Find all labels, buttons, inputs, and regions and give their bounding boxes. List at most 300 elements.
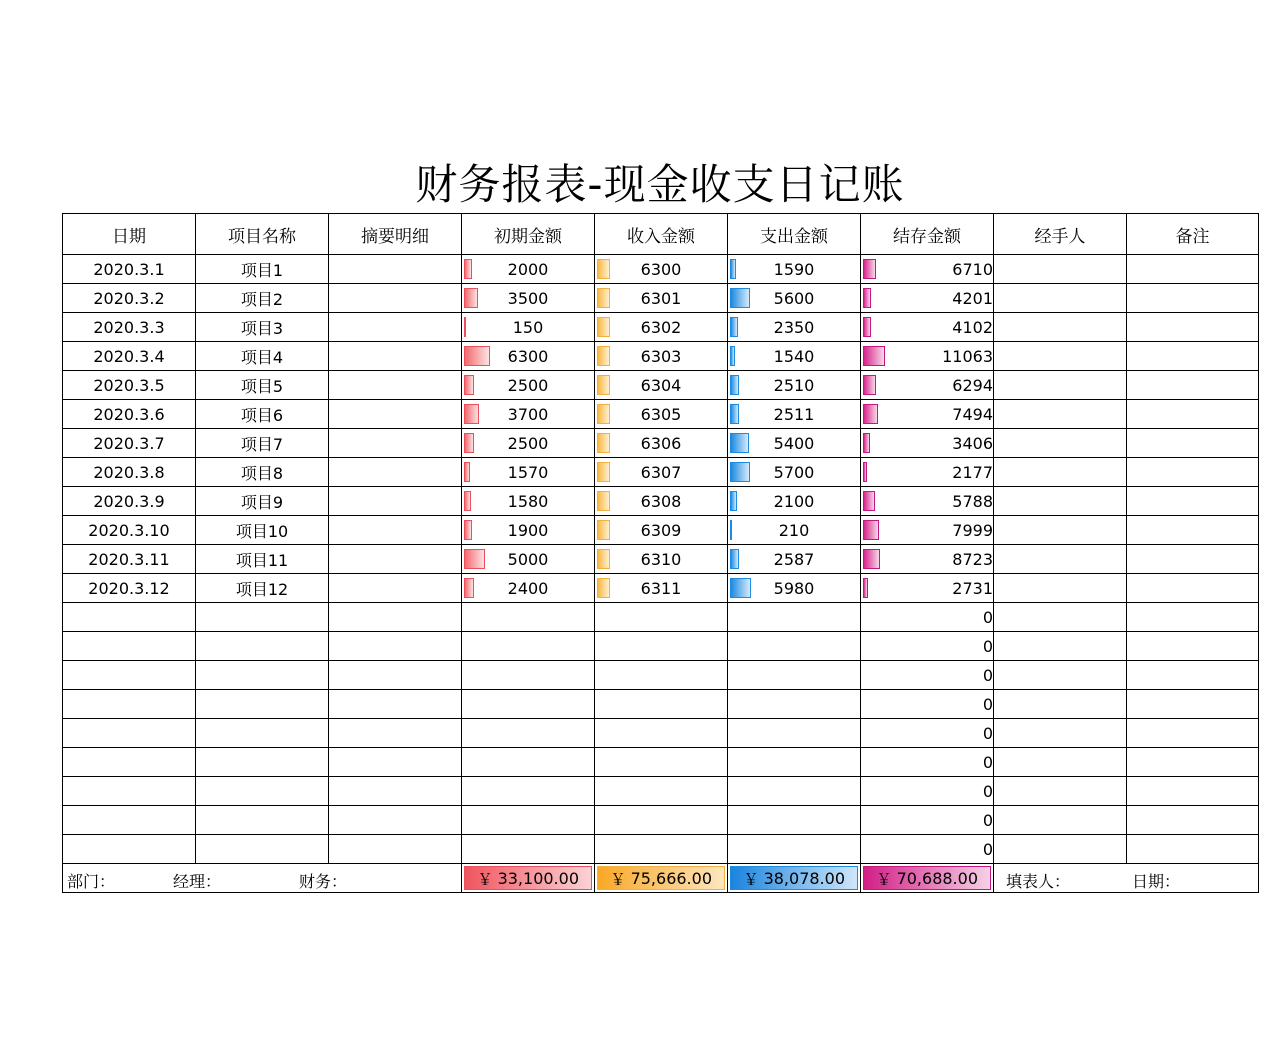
footer-filler [994, 864, 1259, 893]
empty-cell [994, 632, 1127, 661]
cell-income [595, 284, 728, 313]
empty-row [63, 661, 1259, 690]
balance-databar [863, 404, 878, 424]
empty-cell [728, 632, 861, 661]
cell-date: 2020.3.9 [63, 487, 196, 516]
cell-summary [329, 284, 462, 313]
balance-databar [863, 346, 885, 366]
empty-cell [196, 719, 329, 748]
total-income [597, 866, 725, 890]
cell-balance [861, 429, 994, 458]
empty-cell [595, 719, 728, 748]
cell-expense [728, 371, 861, 400]
cell-item-name: 项目12 [196, 574, 329, 603]
header-remarks: 备注 [1127, 214, 1259, 255]
cell-income [595, 255, 728, 284]
empty-cell [63, 748, 196, 777]
total-income-value: 75,666.00 [630, 868, 712, 888]
cell-income [595, 458, 728, 487]
empty-cell [1127, 777, 1259, 806]
header-expense: 支出金额 [728, 214, 861, 255]
empty-cell [63, 690, 196, 719]
cell-item-name: 项目10 [196, 516, 329, 545]
income-databar [597, 259, 610, 279]
empty-cell [595, 835, 728, 864]
empty-cell [1127, 690, 1259, 719]
expense-value: 5700 [773, 462, 815, 482]
cell-expense [728, 458, 861, 487]
income-value: 6300 [640, 259, 682, 279]
cell-item-name: 项目2 [196, 284, 329, 313]
empty-cell [63, 719, 196, 748]
empty-cell [196, 661, 329, 690]
empty-cell [462, 632, 595, 661]
empty-cell [728, 806, 861, 835]
cell-date: 2020.3.5 [63, 371, 196, 400]
cell-income [595, 400, 728, 429]
opening-value: 3700 [507, 404, 549, 424]
empty-cell [63, 603, 196, 632]
cell-expense [728, 574, 861, 603]
total-income-cell [595, 864, 728, 893]
footer-row [63, 864, 1259, 893]
cell-item-name: 项目5 [196, 371, 329, 400]
cell-balance [861, 255, 994, 284]
cell-summary [329, 487, 462, 516]
empty-cell [1127, 632, 1259, 661]
empty-cell [728, 748, 861, 777]
empty-cell [994, 835, 1127, 864]
cell-opening [462, 487, 595, 516]
income-databar [597, 520, 610, 540]
empty-cell [1127, 603, 1259, 632]
cell-income [595, 574, 728, 603]
cell-balance [861, 545, 994, 574]
expense-databar [730, 317, 738, 337]
header-balance: 结存金额 [861, 214, 994, 255]
cell-balance [861, 371, 994, 400]
table-row [63, 400, 1259, 429]
footer-signatures [63, 864, 462, 893]
opening-databar [464, 520, 472, 540]
empty-cell [1127, 806, 1259, 835]
expense-value: 5600 [773, 288, 815, 308]
cell-handler [994, 545, 1127, 574]
balance-databar [863, 288, 871, 308]
cell-balance [861, 516, 994, 545]
cell-balance [861, 487, 994, 516]
income-databar [597, 375, 610, 395]
cell-handler [994, 284, 1127, 313]
expense-value: 2511 [773, 404, 815, 424]
header-handler: 经手人 [994, 214, 1127, 255]
opening-value: 1570 [507, 462, 549, 482]
balance-value: 3406 [952, 433, 993, 453]
cell-date: 2020.3.8 [63, 458, 196, 487]
opening-value: 6300 [507, 346, 549, 366]
opening-databar [464, 462, 470, 482]
cell-income [595, 371, 728, 400]
cell-expense [728, 487, 861, 516]
cell-date: 2020.3.2 [63, 284, 196, 313]
cell-expense [728, 429, 861, 458]
empty-cell [728, 719, 861, 748]
cell-opening [462, 371, 595, 400]
empty-cell [196, 835, 329, 864]
empty-cell [1127, 748, 1259, 777]
empty-cell [196, 632, 329, 661]
expense-databar [730, 578, 751, 598]
balance-value: 6710 [952, 259, 993, 279]
cell-balance: 0 [861, 661, 994, 690]
opening-value: 2000 [507, 259, 549, 279]
cell-item-name: 项目1 [196, 255, 329, 284]
opening-databar [464, 404, 479, 424]
expense-value: 210 [778, 520, 810, 540]
empty-cell [728, 603, 861, 632]
header-income: 收入金额 [595, 214, 728, 255]
income-databar [597, 317, 610, 337]
cell-income [595, 342, 728, 371]
empty-cell [462, 690, 595, 719]
empty-cell [595, 748, 728, 777]
income-databar [597, 346, 610, 366]
header-opening: 初期金额 [462, 214, 595, 255]
cell-expense [728, 255, 861, 284]
empty-cell [1127, 835, 1259, 864]
cell-handler [994, 574, 1127, 603]
expense-databar [730, 433, 749, 453]
empty-cell [329, 661, 462, 690]
cell-remarks [1127, 313, 1259, 342]
opening-databar [464, 578, 474, 598]
empty-cell [728, 661, 861, 690]
opening-value: 1900 [507, 520, 549, 540]
cell-handler [994, 255, 1127, 284]
income-databar [597, 404, 610, 424]
balance-value: 2731 [952, 578, 993, 598]
cell-income [595, 313, 728, 342]
empty-row [63, 835, 1259, 864]
income-databar [597, 462, 610, 482]
cell-opening [462, 574, 595, 603]
cell-date: 2020.3.11 [63, 545, 196, 574]
expense-databar [730, 549, 739, 569]
currency-symbol: ￥ [876, 869, 893, 889]
expense-databar [730, 491, 737, 511]
cell-income [595, 429, 728, 458]
date-label: 日期： [1132, 872, 1181, 891]
cell-opening [462, 458, 595, 487]
empty-cell [1127, 661, 1259, 690]
header-date: 日期 [63, 214, 196, 255]
empty-cell [595, 690, 728, 719]
report-title: 财务报表-现金收支日记账 [415, 160, 905, 209]
cell-item-name: 项目9 [196, 487, 329, 516]
empty-cell [462, 719, 595, 748]
cell-item-name: 项目8 [196, 458, 329, 487]
cell-handler [994, 400, 1127, 429]
cell-expense [728, 516, 861, 545]
expense-value: 5980 [773, 578, 815, 598]
cell-item-name: 项目11 [196, 545, 329, 574]
balance-databar [863, 375, 876, 395]
empty-row [63, 748, 1259, 777]
expense-value: 2510 [773, 375, 815, 395]
total-opening-cell [462, 864, 595, 893]
cell-opening [462, 429, 595, 458]
empty-cell [196, 748, 329, 777]
cell-balance [861, 313, 994, 342]
cell-balance [861, 574, 994, 603]
expense-value: 2587 [773, 549, 815, 569]
income-databar [597, 288, 610, 308]
cell-handler [994, 458, 1127, 487]
table-row [63, 429, 1259, 458]
empty-row [63, 632, 1259, 661]
cell-item-name: 项目3 [196, 313, 329, 342]
cell-remarks [1127, 516, 1259, 545]
cell-date: 2020.3.3 [63, 313, 196, 342]
empty-cell [462, 661, 595, 690]
income-value: 6309 [640, 520, 682, 540]
income-databar [597, 491, 610, 511]
cell-handler [994, 429, 1127, 458]
empty-cell [196, 806, 329, 835]
cell-summary [329, 313, 462, 342]
cell-handler [994, 313, 1127, 342]
expense-value: 5400 [773, 433, 815, 453]
empty-cell [462, 777, 595, 806]
table-row [63, 458, 1259, 487]
balance-databar [863, 433, 870, 453]
table-row [63, 545, 1259, 574]
cell-date: 2020.3.7 [63, 429, 196, 458]
cell-balance: 0 [861, 777, 994, 806]
cell-item-name: 项目6 [196, 400, 329, 429]
total-balance-value: 70,688.00 [896, 868, 978, 888]
expense-value: 2100 [773, 491, 815, 511]
empty-cell [329, 806, 462, 835]
empty-cell [63, 661, 196, 690]
expense-value: 2350 [773, 317, 815, 337]
opening-databar [464, 491, 471, 511]
cash-journal-table [62, 213, 1259, 893]
cell-summary [329, 545, 462, 574]
cell-date: 2020.3.6 [63, 400, 196, 429]
filler-label: 填表人： [1006, 872, 1071, 891]
cell-balance: 0 [861, 835, 994, 864]
cell-remarks [1127, 574, 1259, 603]
currency-symbol: ￥ [743, 869, 760, 889]
expense-databar [730, 375, 739, 395]
empty-cell [196, 603, 329, 632]
balance-value: 5788 [952, 491, 993, 511]
cell-remarks [1127, 487, 1259, 516]
cell-remarks [1127, 400, 1259, 429]
balance-databar [863, 462, 867, 482]
cell-balance: 0 [861, 632, 994, 661]
expense-databar [730, 288, 750, 308]
opening-value: 3500 [507, 288, 549, 308]
total-expense-cell [728, 864, 861, 893]
total-balance-cell [861, 864, 994, 893]
empty-cell [595, 806, 728, 835]
opening-databar [464, 288, 478, 308]
opening-value: 5000 [507, 549, 549, 569]
table-row [63, 516, 1259, 545]
empty-cell [994, 719, 1127, 748]
cell-opening [462, 545, 595, 574]
dept-label: 部门： [67, 872, 116, 891]
cell-remarks [1127, 255, 1259, 284]
income-value: 6305 [640, 404, 682, 424]
empty-cell [329, 719, 462, 748]
table-row [63, 255, 1259, 284]
empty-row [63, 777, 1259, 806]
header-summary: 摘要明细 [329, 214, 462, 255]
cell-opening [462, 313, 595, 342]
balance-value: 2177 [952, 462, 993, 482]
empty-cell [994, 777, 1127, 806]
cell-balance [861, 400, 994, 429]
empty-cell [329, 690, 462, 719]
cell-remarks [1127, 429, 1259, 458]
cell-opening [462, 284, 595, 313]
cell-income [595, 487, 728, 516]
table-row [63, 487, 1259, 516]
balance-value: 4102 [952, 317, 993, 337]
opening-databar [464, 375, 474, 395]
balance-databar [863, 549, 880, 569]
empty-cell [994, 661, 1127, 690]
balance-databar [863, 578, 868, 598]
cell-date: 2020.3.10 [63, 516, 196, 545]
cell-balance [861, 284, 994, 313]
empty-cell [63, 777, 196, 806]
currency-symbol: ￥ [477, 869, 494, 889]
empty-cell [462, 603, 595, 632]
empty-cell [462, 835, 595, 864]
cell-expense [728, 342, 861, 371]
balance-databar [863, 317, 871, 337]
expense-databar [730, 259, 736, 279]
income-value: 6308 [640, 491, 682, 511]
cell-opening [462, 342, 595, 371]
expense-value: 1540 [773, 346, 815, 366]
balance-value: 11063 [942, 346, 993, 366]
cell-balance: 0 [861, 603, 994, 632]
expense-databar [730, 346, 735, 366]
empty-row [63, 719, 1259, 748]
empty-cell [63, 632, 196, 661]
cell-expense [728, 400, 861, 429]
cell-summary [329, 516, 462, 545]
cell-remarks [1127, 371, 1259, 400]
cell-balance [861, 342, 994, 371]
empty-cell [329, 632, 462, 661]
empty-cell [728, 835, 861, 864]
cell-date: 2020.3.12 [63, 574, 196, 603]
empty-cell [994, 748, 1127, 777]
cell-remarks [1127, 342, 1259, 371]
empty-cell [728, 777, 861, 806]
balance-value: 7494 [952, 404, 993, 424]
cell-handler [994, 487, 1127, 516]
opening-databar [464, 549, 485, 569]
income-databar [597, 433, 610, 453]
cell-handler [994, 371, 1127, 400]
total-balance [863, 866, 991, 890]
cell-item-name: 项目4 [196, 342, 329, 371]
balance-databar [863, 259, 876, 279]
empty-cell [728, 690, 861, 719]
table-row [63, 284, 1259, 313]
cell-handler [994, 342, 1127, 371]
cell-balance: 0 [861, 719, 994, 748]
balance-value: 6294 [952, 375, 993, 395]
table-row [63, 371, 1259, 400]
expense-databar [730, 520, 732, 540]
table-row [63, 574, 1259, 603]
cell-expense [728, 313, 861, 342]
empty-cell [462, 748, 595, 777]
empty-cell [994, 690, 1127, 719]
cell-opening [462, 255, 595, 284]
empty-cell [329, 835, 462, 864]
expense-value: 1590 [773, 259, 815, 279]
table-row [63, 342, 1259, 371]
balance-databar [863, 491, 875, 511]
opening-value: 2500 [507, 375, 549, 395]
cell-summary [329, 429, 462, 458]
income-databar [597, 578, 610, 598]
empty-row [63, 806, 1259, 835]
opening-value: 2500 [507, 433, 549, 453]
cell-balance: 0 [861, 806, 994, 835]
cell-summary [329, 400, 462, 429]
cell-opening [462, 400, 595, 429]
cell-balance: 0 [861, 748, 994, 777]
empty-cell [63, 835, 196, 864]
balance-value: 7999 [952, 520, 993, 540]
cell-summary [329, 255, 462, 284]
cell-item-name: 项目7 [196, 429, 329, 458]
manager-label: 经理： [173, 872, 222, 891]
empty-cell [595, 632, 728, 661]
income-value: 6301 [640, 288, 682, 308]
total-expense [730, 866, 858, 890]
cell-balance [861, 458, 994, 487]
cell-remarks [1127, 545, 1259, 574]
cell-income [595, 516, 728, 545]
empty-cell [196, 777, 329, 806]
empty-row [63, 690, 1259, 719]
cell-summary [329, 458, 462, 487]
empty-cell [595, 661, 728, 690]
income-value: 6303 [640, 346, 682, 366]
opening-value: 1580 [507, 491, 549, 511]
cell-date: 2020.3.4 [63, 342, 196, 371]
income-value: 6311 [640, 578, 682, 598]
balance-databar [863, 520, 879, 540]
income-value: 6306 [640, 433, 682, 453]
cell-opening [462, 516, 595, 545]
empty-cell [329, 603, 462, 632]
empty-cell [329, 748, 462, 777]
income-value: 6302 [640, 317, 682, 337]
opening-databar [464, 259, 472, 279]
